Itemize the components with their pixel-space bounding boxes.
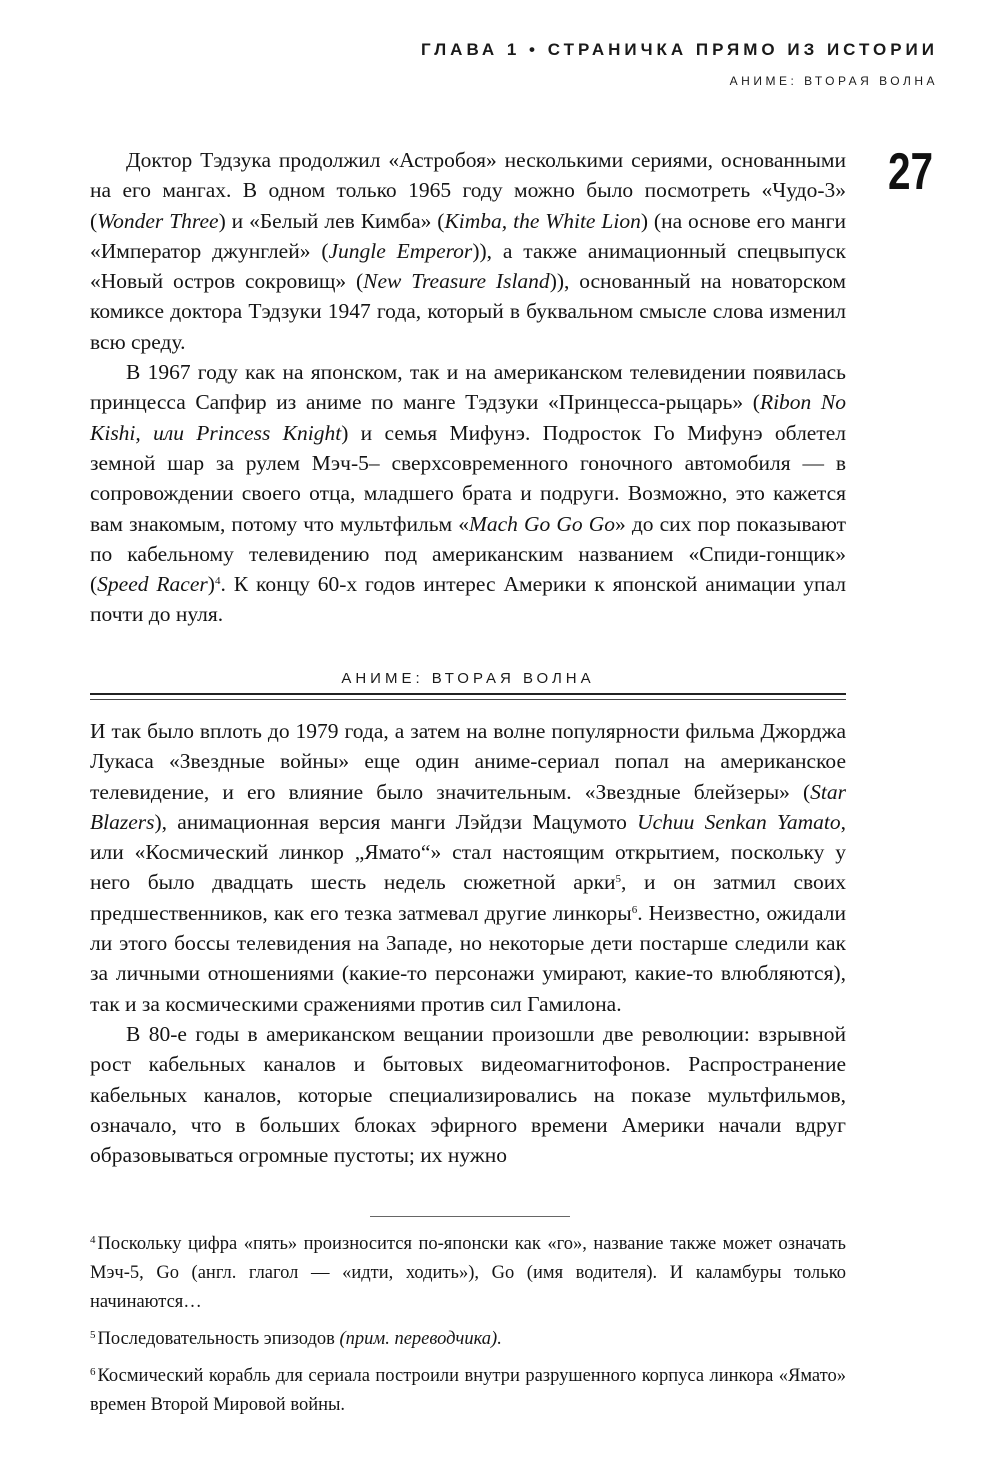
- text-run: ) и «Белый лев Кимба» (: [218, 208, 445, 233]
- footnote-mark: 6: [90, 1366, 96, 1378]
- italic-title: Kimba, the White Lion: [444, 208, 641, 233]
- section-rule: [90, 693, 846, 695]
- text-run: . Неизвестно, ожидали ли этого боссы телевидения на Западе, но некоторые дети постарше следили как за личными отношениями (какие-то персонажи умирают, какие-то влюбляются), так и за космическими сражениями против сил Гамилона.: [90, 900, 846, 1016]
- footnote-6: [90, 1358, 846, 1420]
- italic-title: Mach Go Go Go: [468, 511, 615, 536]
- text-run: . К концу 60-х годов интерес Америки к японской анимации упал почти до нуля.: [90, 572, 847, 627]
- paragraph: [90, 357, 846, 630]
- text-run: )), а также анимационный спецвыпуск «Новый остров сокровищ» (: [90, 238, 847, 294]
- text-run: ) и семья Мифунэ. Подросток Го Мифунэ облетел земной шар за рулем Мэч-5– сверхсовременного гоночного автомобиля — в сопровождении своего отца, младшего брата и подруги. Возможно, это кажется вам знакомым, потому что мультфильм «: [90, 420, 847, 536]
- footnote-mark: 5: [90, 1329, 96, 1341]
- page-number: 27: [888, 143, 934, 201]
- text-run: , или «Космический линкор „Ямато“» стал настоящим открытием, поскольку у него было двадцать шесть недель сюжетной арки: [90, 809, 847, 895]
- text-block-intro: [90, 145, 846, 630]
- paragraph: [90, 716, 846, 1019]
- footnote-text: Космический корабль для сериала построили внутри разрушенного корпуса линкора «Ямато» времен Второй Мировой войны.: [90, 1366, 846, 1415]
- text-run: ): [207, 572, 215, 597]
- footnote-ref[interactable]: 6: [631, 903, 638, 916]
- translator-note: (прим. переводчика).: [339, 1329, 502, 1349]
- text-run: И так было вплоть до 1979 года, а затем на волне популярности фильма Джорджа Лукаса «Звездные войны» еще один аниме-сериал попал на американское телевидение, и его влияние было значительным. «Звездные блейзеры» (: [90, 719, 846, 804]
- running-head-section: АНИМЕ: ВТОРАЯ ВОЛНА: [729, 74, 938, 88]
- footnote-5: [90, 1321, 846, 1354]
- italic-title: Jungle Emperor: [328, 238, 473, 263]
- text-run: ), анимационная версия манги Лэйдзи Мацумото: [154, 809, 638, 834]
- section-rule: [90, 699, 846, 700]
- running-head-chapter: ГЛАВА 1 • СТРАНИЧКА ПРЯМО ИЗ ИСТОРИИ: [421, 40, 938, 59]
- paragraph: В 80-е годы в американском вещании произошли две революции: взрывной рост кабельных каналов и бытовых видеомагнитофонов. Распространение кабельных каналов, которые специализировались на показе мультфильмов, означало, что в больших блоках эфирного времени Америки начали вдруг образовываться огромные пустоты; их нужно: [90, 1021, 846, 1168]
- text-run: » до сих пор показывают по кабельному телевидению под американским названием «Спиди-гонщик» (: [90, 511, 846, 597]
- footnote-separator: [370, 1216, 570, 1217]
- footnote-ref[interactable]: 5: [615, 873, 622, 886]
- text-run: Доктор Тэдзука продолжил «Астробоя» несколькими сериями, основанными на его мангах. В одном только 1965 году можно было посмотреть «Чудо-3» (: [90, 148, 846, 233]
- text-run: , и он затмил своих предшественников, как его тезка затмевал другие линкоры: [90, 870, 847, 925]
- footnote-ref[interactable]: 4: [214, 575, 221, 588]
- italic-title: Wonder Three: [97, 208, 219, 233]
- footnote-4: [90, 1226, 846, 1317]
- text-block-second-wave: [90, 716, 846, 1170]
- footnote-text: Последовательность эпизодов: [97, 1329, 340, 1349]
- text-run: В 1967 году как на японском, так и на американском телевидении появилась принцесса Сапфир из аниме по манге Тэдзуки «Принцесса-рыцарь» (: [90, 360, 846, 415]
- text-run: )), основанный на новаторском комиксе доктора Тэдзуки 1947 года, который в буквальном смысле слова изменил всю среду.: [90, 269, 846, 354]
- footnotes: [90, 1226, 846, 1420]
- footnote-mark: 4: [90, 1234, 96, 1246]
- italic-title: Speed Racer: [97, 572, 208, 597]
- footnote-text: Поскольку цифра «пять» произносится по-японски как «го», название также может означать Мэч-5, Go (англ. глагол — «идти, ходить»), Go (имя водителя). И каламбуры только начинаются…: [90, 1234, 846, 1312]
- paragraph: [90, 145, 846, 357]
- italic-title: Ribon No Kishi, или Princess Knight: [90, 390, 846, 445]
- italic-title: Uchuu Senkan Yamato: [637, 809, 841, 834]
- text-run: ) (на основе его манги «Император джунглей» (: [90, 208, 846, 263]
- section-heading: АНИМЕ: ВТОРАЯ ВОЛНА: [341, 670, 595, 687]
- italic-title: Star Blazers: [90, 779, 846, 834]
- italic-title: New Treasure Island: [363, 269, 550, 294]
